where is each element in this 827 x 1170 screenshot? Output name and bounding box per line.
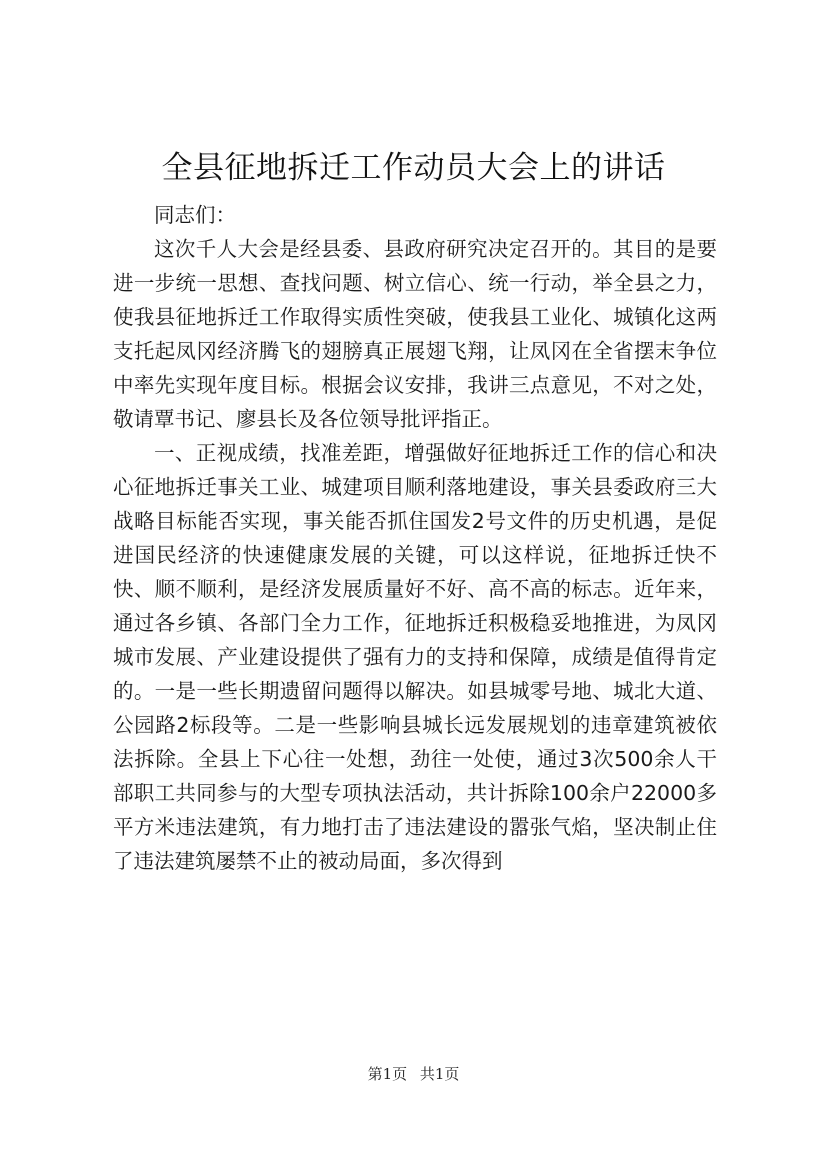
document-title: 全县征地拆迁工作动员大会上的讲话	[161, 150, 666, 186]
page-total: 共1页	[419, 1065, 460, 1083]
page-footer	[0, 1064, 827, 1084]
document-body	[113, 198, 717, 878]
paragraph-section-one: 一、正视成绩，找准差距，增强做好征地拆迁工作的信心和决心征地拆迁事关工业、城建项目顺利落地建设，事关县委政府三大战略目标能否实现，事关能否抓住国发2号文件的历史机遇，是促进国民经济的快速健康发展的关键，可以这样说，征地拆迁快不快、顺不顺利，是经济发展质量好不好、高不高的标志。近年来，通过各乡镇、各部门全力工作，征地拆迁积极稳妥地推进，为凤冈城市发展、产业建设提供了强有力的支持和保障，成绩是值得肯定的。一是一些长期遗留问题得以解决。如县城零号地、城北大道、公园路2标段等。二是一些影响县城长远发展规划的违章建筑被依法拆除。全县上下心往一处想，劲往一处使，通过3次500余人干部职工共同参与的大型专项执法活动，共计拆除100余户22000多平方米违法建筑，有力地打击了违法建设的嚣张气焰，坚决制止住了违法建筑屡禁不止的被动局面，多次得到	[113, 441, 717, 873]
salutation: 同志们：	[154, 203, 236, 227]
page-number: 第1页	[367, 1065, 408, 1083]
paragraph-intro: 这次千人大会是经县委、县政府研究决定召开的。其目的是要进一步统一思想、查找问题、树立信心、统一行动，举全县之力，使我县征地拆迁工作取得实质性突破，使我县工业化、城镇化这两支托起凤冈经济腾飞的翅膀真正展翅飞翔，让凤冈在全省摆末争位中率先实现年度目标。根据会议安排，我讲三点意见，不对之处，敬请覃书记、廖县长及各位领导批评指正。	[113, 237, 717, 431]
